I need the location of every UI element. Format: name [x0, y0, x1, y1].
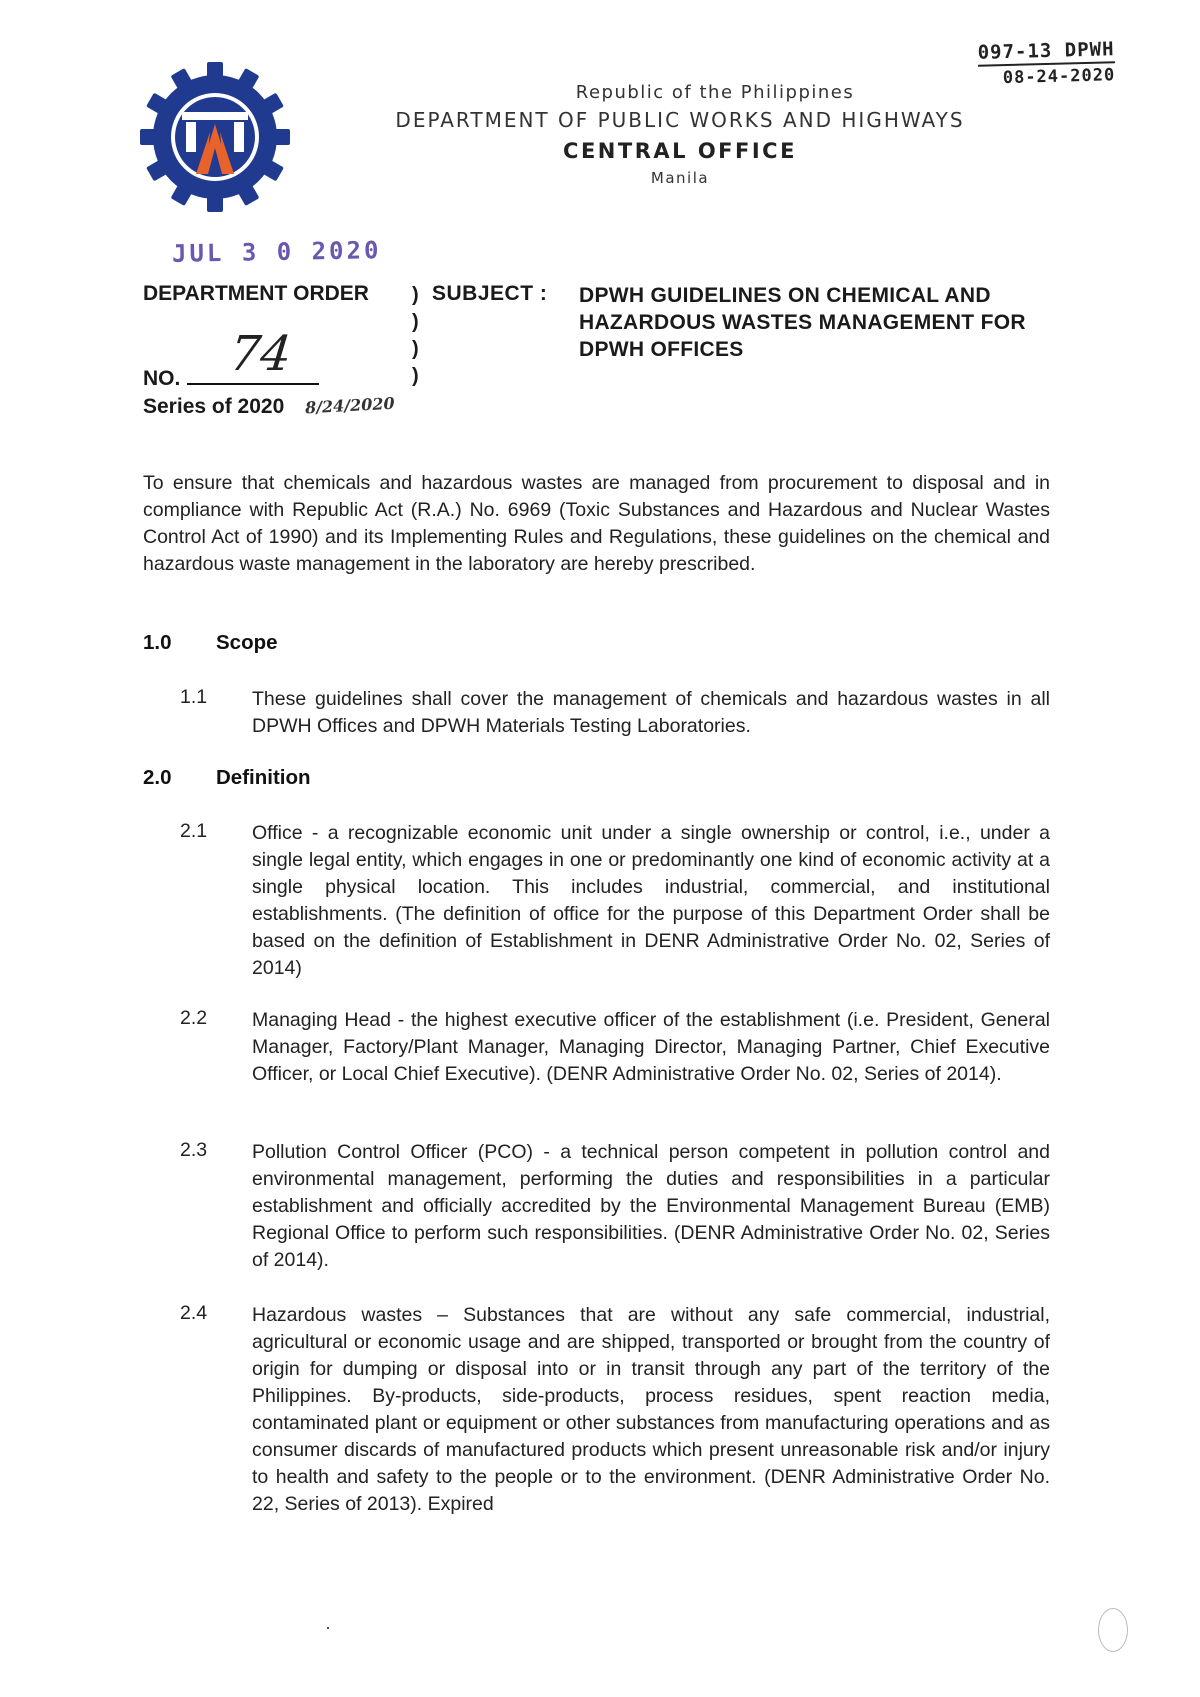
letterhead-city: Manila	[650, 169, 710, 187]
department-order-label: DEPARTMENT ORDER	[143, 282, 369, 305]
item-number: 2.3	[180, 1139, 208, 1161]
order-number: 74	[227, 326, 295, 382]
section-title: Scope	[216, 631, 278, 654]
item-number: 2.4	[180, 1302, 208, 1324]
received-date: 08-24-2020	[1002, 65, 1116, 89]
item-text: Pollution Control Officer (PCO) - a technical person competent in pollution control and environmental management, performing the duties and responsibilities in a particular establishment and officially accredited by the Environmental Management Bureau (EMB) Regional Office to perform such responsibilities. (DENR Administrative Order No. 02, Series of 2014).	[252, 1141, 1050, 1271]
item-text: Office - a recognizable economic unit under a single ownership or control, i.e., under a single legal entity, which engages in one or predominantly one kind of economic activity at a single physical location. This includes industrial, commercial, and institutional establishments. (The definition of office for the purpose of this Department Order shall be based on the definition of Establishment in DENR Administrative Order No. 02, Series of 2014)	[252, 822, 1050, 979]
item-text: Managing Head - the highest executive officer of the establishment (i.e. President, General Manager, Factory/Plant Manager, Managing Director, Managing Partner, Chief Executive Officer, or Local Chief Executive). (DENR Administrative Order No. 02, Series of 2014).	[252, 1009, 1050, 1085]
subject-title: DPWH GUIDELINES ON CHEMICAL AND HAZARDOUS WASTES MANAGEMENT FOR DPWH OFFICES	[579, 284, 1026, 361]
order-number-label: NO.	[143, 367, 181, 390]
item-number: 2.2	[180, 1007, 208, 1029]
order-number-underline	[187, 383, 319, 385]
subject-label: SUBJECT :	[432, 282, 548, 305]
intro-paragraph: To ensure that chemicals and hazardous wastes are managed from procurement to disposal and in compliance with Republic Act (R.A.) No. 6969 (Toxic Substances and Hazardous and Nuclear Wastes Control Act of 1990) and its Implementing Rules and Regulations, these guidelines on the chemical and hazardous waste management in the laboratory are hereby prescribed.	[143, 472, 1050, 575]
letterhead-department: DEPARTMENT OF PUBLIC WORKS AND HIGHWAYS	[395, 108, 965, 132]
scan-speck	[327, 1627, 329, 1629]
initials-mark	[1098, 1608, 1128, 1652]
section-number: 1.0	[143, 631, 172, 654]
series-annotation: 8/24/2020	[304, 393, 396, 418]
section-title: Definition	[216, 766, 311, 789]
dpwh-logo	[140, 62, 290, 212]
item-text: These guidelines shall cover the management of chemicals and hazardous wastes in all DPWH Offices and DPWH Materials Testing Laboratories.	[252, 688, 1050, 737]
date-stamp: JUL 3 0 2020	[171, 236, 382, 268]
item-number: 1.1	[180, 686, 208, 708]
order-series: Series of 2020	[143, 395, 285, 418]
item-text: Hazardous wastes – Substances that are without any safe commercial, industrial, agricultural or economic usage and are shipped, transported or brought from the country of origin for dumping or disposal into or in transit through any part of the territory of the Philippines. By-products, side-products, process residues, spent reaction media, contaminated plant or equipment or other substances from manufacturing operations and as consumer discards of manufactured products which present unreasonable risk and/or injury to health and safety to the people or to the environment. (DENR Administrative Order No. 22, Series of 2013). Expired	[252, 1304, 1050, 1515]
item-number: 2.1	[180, 820, 208, 842]
letterhead-office: CENTRAL OFFICE	[563, 139, 797, 163]
reference-number: 097-13 DPWH	[978, 38, 1115, 67]
letterhead-republic: Republic of the Philippines	[575, 82, 855, 103]
order-brackets: ) ) ) )	[412, 284, 419, 387]
section-number: 2.0	[143, 766, 172, 789]
